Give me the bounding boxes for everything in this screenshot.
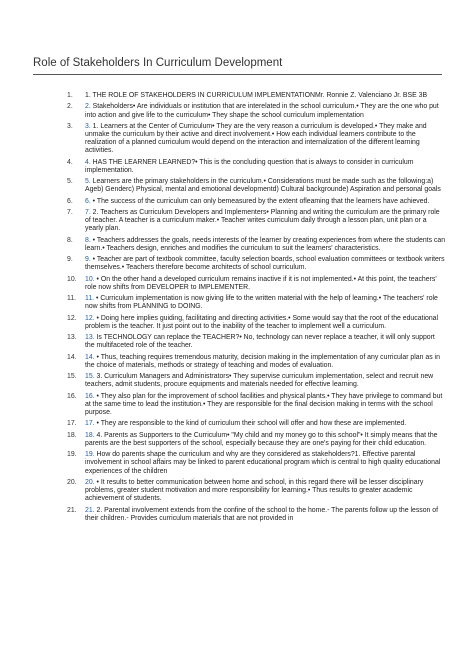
list-item bbox=[0, 276, 474, 292]
list-item bbox=[0, 479, 474, 504]
item-text: • Teachers addresses the goals, needs interests of the learner by creating experiences from where the students can learn.• Teachers design, enriches and modifies the curriculum to suit the learners' characteristics. bbox=[85, 236, 446, 252]
list-item bbox=[0, 178, 474, 194]
item-text: • Doing here implies guiding, facilitating and directing activities.• Some would say that the root of the educational problem is the teacher. It just point out to the inability of the teacher to implement well a curriculum. bbox=[85, 314, 439, 330]
item-text: • Thus, teaching requires tremendous maturity, decision making in the implementation of any curricular plan as in the choice of materials, methods or strategy of teaching and modes of evaluation. bbox=[85, 353, 440, 369]
slide-number-link[interactable]: 5. bbox=[85, 178, 91, 186]
slide-number-link[interactable]: 12. bbox=[85, 314, 95, 322]
item-text: How do parents shape the curriculum and why are they considered as stakeholders?1. Effective parental involvement in school affairs may be linked to parent educational program which is central to high quality educational experiences of the children bbox=[85, 451, 441, 475]
item-text: 2. Parental involvement extends from the confine of the school to the home.- The parents follow up the lesson of their children.- Provides curriculum materials that are not provided in bbox=[85, 506, 439, 522]
item-text: 1. Learners at the Center of Curriculum• They are the very reason a curriculum is developed.• They make and unmake the curriculum by their active and direct involvement.• How each individual learners contribute to the realization of a planned curriculum would depend on the interaction and internalization of the different learning activities. bbox=[85, 122, 427, 155]
item-text: Stakeholders• Are individuals or institution that are interelated in the school curriculum.• They are the one who put into action and give life to the curriculum• They shape the school curriculum implementation bbox=[85, 103, 439, 119]
item-text: 4. Parents as Supporters to the Curriculum• "My child and my money go to this school"• It simply means that the parents are the best supporters of the school, especially because they are one's paying for their child education. bbox=[85, 431, 438, 447]
slide-number-link[interactable]: 19. bbox=[85, 451, 95, 459]
item-number: 10. bbox=[67, 275, 77, 283]
slide-number-link[interactable]: 4. bbox=[85, 158, 91, 166]
item-number: 7. bbox=[67, 209, 73, 216]
list-item bbox=[0, 373, 474, 389]
slide-number-link[interactable]: 21. bbox=[85, 506, 95, 514]
slide-number-link[interactable]: 16. bbox=[85, 392, 95, 400]
list-item bbox=[0, 209, 474, 234]
item-number: 3. bbox=[67, 122, 73, 130]
slide-number-link[interactable]: 14. bbox=[85, 353, 95, 361]
list-item bbox=[0, 92, 474, 100]
item-number: 13. bbox=[67, 334, 77, 342]
item-number: 5. bbox=[67, 178, 73, 186]
item-text: 2. Teachers as Curriculum Developers and Implementers• Planning and writing the curriculum are the primary role of teacher. A teacher is a curriculum maker.• Teacher writes curriculum daily through a lesson plan, unit plan or a yearly plan. bbox=[85, 209, 440, 233]
item-number: 17. bbox=[67, 420, 77, 428]
stakeholder-list bbox=[0, 92, 474, 526]
item-number: 20. bbox=[67, 478, 77, 486]
slide-number-link[interactable]: 10. bbox=[85, 275, 95, 283]
list-item bbox=[0, 198, 474, 206]
list-item bbox=[0, 420, 474, 428]
item-text: • Teacher are part of textbook committee, faculty selection boards, school evaluation committees or textbook writers themselves.• Teachers therefore become architects of school curriculum. bbox=[85, 256, 445, 272]
item-number: 12. bbox=[67, 314, 77, 322]
list-item bbox=[0, 315, 474, 331]
item-number: 4. bbox=[67, 158, 73, 166]
title-divider bbox=[33, 74, 442, 75]
item-number: 15. bbox=[67, 373, 77, 381]
page-title: Role of Stakeholders In Curriculum Development bbox=[33, 57, 283, 69]
item-number: 19. bbox=[67, 451, 77, 459]
slide-number-link[interactable]: 13. bbox=[85, 334, 95, 342]
item-text: 1. THE ROLE OF STAKEHOLDERS IN CURRICULUM IMPLEMENTATIONMr. Ronnie Z. Valenciano Jr. BSE 3B bbox=[85, 92, 428, 99]
slide-number-link[interactable]: 18. bbox=[85, 431, 95, 439]
item-text: • The success of the curriculum can only bemeasured by the extent ofleaming that the learners have achieved. bbox=[90, 197, 430, 205]
list-item bbox=[0, 432, 474, 448]
item-number: 11. bbox=[67, 295, 77, 303]
item-text: • It results to better communication between home and school, in this regard there will be lesser disciplinary problems, greater student motivation and more responsibility for learning.• Thus results to greater academic achievement of students. bbox=[85, 478, 424, 503]
item-text: Is TECHNOLOGY can replace the TEACHER?• No, technology can never replace a teacher, it will only support the multifaceted role of the teacher. bbox=[85, 334, 435, 350]
item-text: • They also plan for the improvement of school facilities and physical plants.• They have privilege to command but at the same time to lead the institution.• They are responsible for the final decision making in terms with the school purpose. bbox=[85, 392, 443, 417]
item-text: HAS THE LEARNER LEARNED?• This is the concluding question that is always to consider in curriculum implementation. bbox=[85, 158, 414, 174]
list-item bbox=[0, 393, 474, 418]
list-item bbox=[0, 354, 474, 370]
item-number: 9. bbox=[67, 256, 73, 264]
item-number: 18. bbox=[67, 431, 77, 439]
slide-number-link[interactable]: 15. bbox=[85, 373, 95, 381]
item-number: 6. bbox=[67, 197, 73, 205]
list-item bbox=[0, 256, 474, 272]
slide-number-link[interactable]: 11. bbox=[85, 295, 95, 303]
slide-number-link[interactable]: 17. bbox=[85, 420, 95, 428]
list-item bbox=[0, 237, 474, 253]
list-item bbox=[0, 295, 474, 311]
list-item bbox=[0, 159, 474, 175]
slide-number-link[interactable]: 9. bbox=[85, 256, 91, 264]
list-item bbox=[0, 103, 474, 119]
list-item bbox=[0, 507, 474, 523]
slide-number-link[interactable]: 6. bbox=[85, 197, 91, 205]
item-text: 3. Curriculum Managers and Administrators• They supervise curriculum implementation, select and recruit new teachers, admit students, procure equipments and materials needed for effective learning. bbox=[85, 373, 434, 389]
item-text: • They are responsible to the kind of curriculum their school will offer and how these are implemented. bbox=[94, 420, 407, 428]
list-item bbox=[0, 451, 474, 476]
item-number: 21. bbox=[67, 506, 77, 514]
item-text: • On the other hand a developed curriculum remains inactive if it is not implemented.• At this point, the teachers' role now shifts from DEVELOPER to IMPLEMENTER. bbox=[85, 275, 437, 291]
item-number: 8. bbox=[67, 236, 73, 244]
slide-number-link[interactable]: 8. bbox=[85, 236, 91, 244]
item-number: 14. bbox=[67, 353, 77, 361]
list-item bbox=[0, 334, 474, 350]
slide-number-link[interactable]: 20. bbox=[85, 478, 95, 486]
slide-number-link[interactable]: 3. bbox=[85, 122, 91, 130]
item-number: 2. bbox=[67, 103, 73, 111]
item-number: 16. bbox=[67, 392, 77, 400]
item-text: Learners are the primary stakeholders in the curriculum.• Considerations must be made such as the following:a) Ageb) Genderc) Physical, mental and emotional developmentd) Cultural backgrounde) Aspiration and personal goals bbox=[85, 178, 441, 194]
item-number: 1. bbox=[67, 92, 73, 99]
slide-number-link[interactable]: 2. bbox=[85, 103, 91, 111]
slide-number-link[interactable]: 7. bbox=[85, 209, 91, 216]
list-item bbox=[0, 123, 474, 156]
item-text: • Curriculum implementation is now giving life to the written material with the help of learning.• The teachers' role now shifts from PLANNING to DOING. bbox=[85, 295, 438, 311]
